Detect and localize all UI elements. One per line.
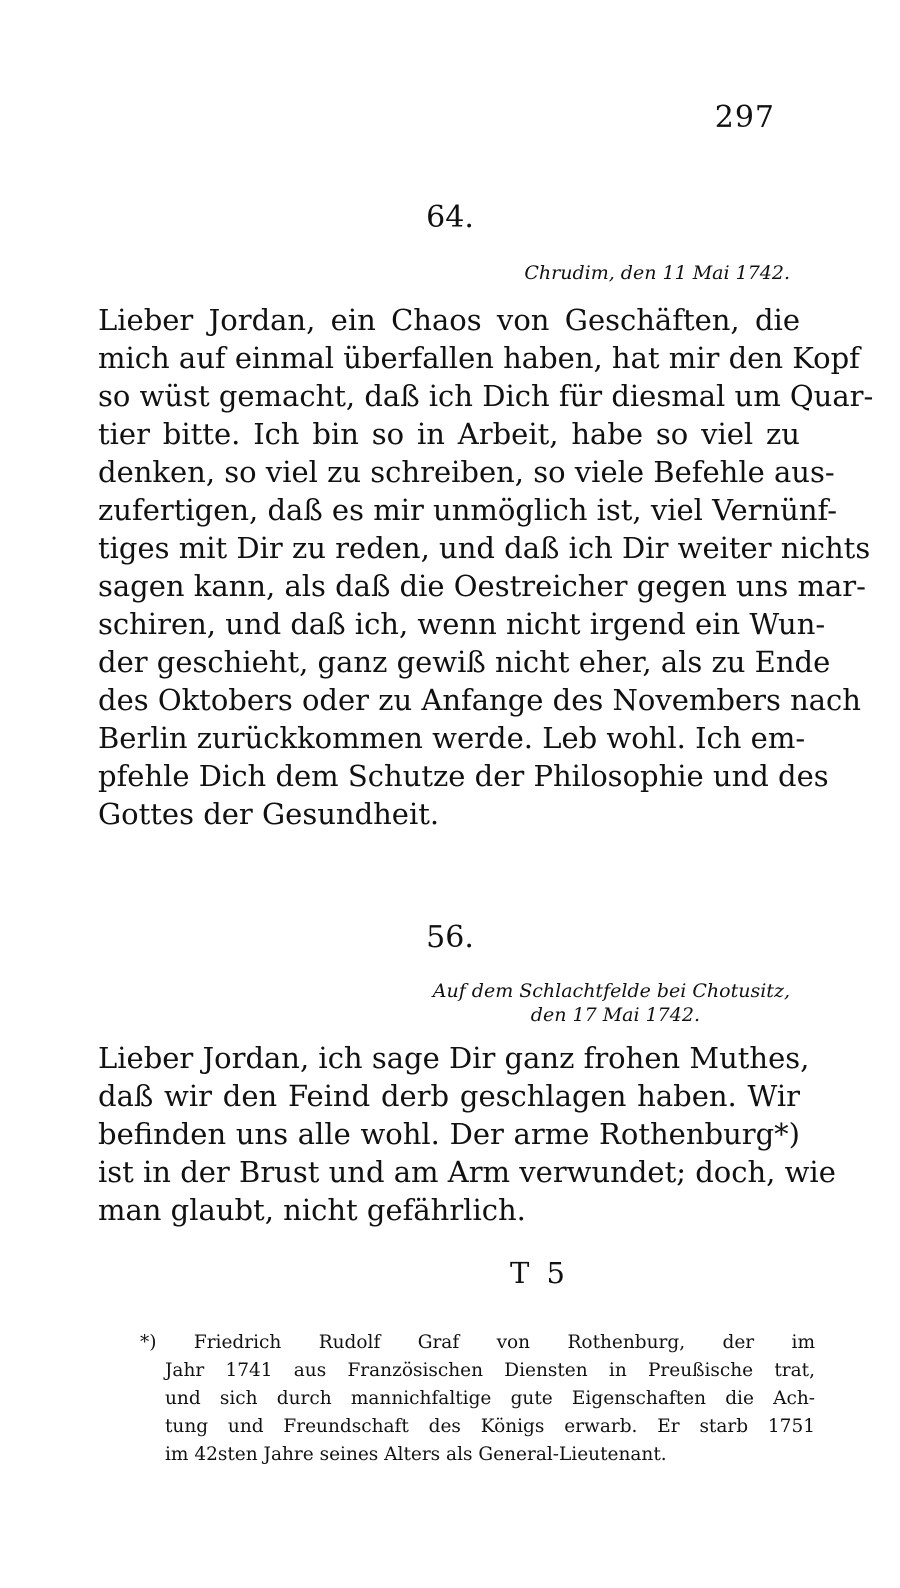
letter-text-line: denken, so viel zu schreiben, so viele Befehle aus- xyxy=(98,455,835,489)
letter-text-line: Berlin zurückkommen werde. Leb wohl. Ich em- xyxy=(98,721,806,755)
letter-number-64: 64. xyxy=(426,200,474,235)
letter-text-line: Lieber Jordan, ein Chaos von Geschäften, die xyxy=(98,303,800,337)
letter-text-line: ist in der Brust und am Arm verwundet; doch, wie xyxy=(98,1155,836,1189)
footnote-line: Jahr 1741 aus Französischen Diensten in Preußische trat, xyxy=(165,1360,815,1381)
letter-text-line: Gottes der Gesundheit. xyxy=(98,797,440,831)
letter-dateline: Chrudim, den 11 Mai 1742. xyxy=(524,262,790,284)
letter-text-line: tiges mit Dir zu reden, und daß ich Dir weiter nichts xyxy=(98,531,871,565)
letter-text-line: man glaubt, nicht gefährlich. xyxy=(98,1193,526,1227)
letter-text-line: tier bitte. Ich bin so in Arbeit, habe so viel zu xyxy=(98,417,800,451)
letter-text-line: des Oktobers oder zu Anfange des Novembers nach xyxy=(98,683,861,717)
footnote-line: im 42sten Jahre seines Alters als General-Lieutenant. xyxy=(165,1444,667,1465)
letter-text-line: der geschieht, ganz gewiß nicht eher, als zu Ende xyxy=(98,645,831,679)
letter-number-56: 56. xyxy=(426,920,474,955)
letter-text-line: sagen kann, als daß die Oestreicher gegen uns mar- xyxy=(98,569,866,603)
letter-dateline: den 17 Mai 1742. xyxy=(530,1004,700,1026)
letter-text-line: daß wir den Feind derb geschlagen haben. Wir xyxy=(98,1079,800,1113)
letter-text-line: mich auf einmal überfallen haben, hat mir den Kopf xyxy=(98,341,860,375)
footnote-line: und sich durch mannichfaltige gute Eigenschaften die Ach- xyxy=(165,1388,815,1409)
footnote-line: *) Friedrich Rudolf Graf von Rothenburg, der im xyxy=(140,1332,815,1353)
signature-mark: T 5 xyxy=(510,1256,570,1290)
letter-text-line: befinden uns alle wohl. Der arme Rothenburg*) xyxy=(98,1117,800,1151)
letter-text-line: pfehle Dich dem Schutze der Philosophie und des xyxy=(98,759,829,793)
letter-text-line: schiren, und daß ich, wenn nicht irgend ein Wun- xyxy=(98,607,826,641)
letter-dateline: Auf dem Schlachtfelde bei Chotusitz, xyxy=(432,980,790,1002)
footnote-line: tung und Freundschaft des Königs erwarb. Er starb 1751 xyxy=(165,1416,815,1437)
letter-text-line: Lieber Jordan, ich sage Dir ganz frohen Muthes, xyxy=(98,1041,810,1075)
letter-text-line: zufertigen, daß es mir unmöglich ist, viel Vernünf- xyxy=(98,493,838,527)
page-number: 297 xyxy=(714,100,775,135)
letter-text-line: so wüst gemacht, daß ich Dich für diesmal um Quar- xyxy=(98,379,874,413)
